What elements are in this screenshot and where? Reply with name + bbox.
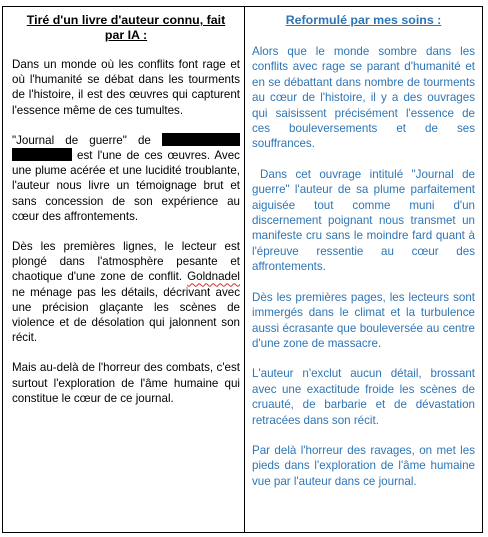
left-paragraph-1: Dans un monde où les conflits font rage et où l'humanité se débat dans les tourments de l'histoire, il est des œuvres qui capturent l'essence même de ces tumultes.: [12, 58, 240, 117]
spellcheck-flagged-name: Goldnadel: [187, 270, 240, 284]
left-header-line1: Tiré d'un livre d'auteur connu, fait: [26, 13, 226, 27]
left-p3-start: Dès les premières lignes, le lecteur est plongé dans l'atmosphère pesante et chaotique d'une zone de conflit.: [12, 240, 240, 284]
redacted-author-name-part1: [162, 133, 240, 146]
right-paragraph-1: Alors que le monde sombre dans les conflits avec rage se parant d'humanité et en se débattant dans nombre de tourments au cœur de l'histoire, il y a des ouvrages qui saisissent précisément l'essence de ces bouleversements et de ses souffrances.: [252, 45, 475, 151]
right-paragraph-3: Dès les premières pages, les lecteurs sont immergés dans le climat et la turbulence aussi écrasante que bouleversée au centre d'une zone de massacre.: [252, 290, 475, 350]
left-paragraph-3: [12, 239, 240, 345]
comparison-table: [2, 6, 483, 533]
left-paragraph-4: Mais au-delà de l'horreur des combats, c'est surtout l'exploration de l'âme humaine qui constitue le cœur de ce journal.: [12, 361, 240, 405]
left-column-header: [12, 13, 240, 43]
left-p2-start: "Journal de guerre" de: [12, 133, 151, 147]
redacted-author-name-part2: [12, 148, 72, 161]
right-paragraph-2: Dans cet ouvrage intitulé "Journal de guerre" l'auteur de sa plume parfaitement aiguisée tout comme muni d'un discernement poignant nous transmet un manifeste cru sans le moindre fard quant à l'épreuve ressentie au cœur des affrontements.: [252, 167, 475, 274]
right-paragraph-5: Par delà l'horreur des ravages, on met les pieds dans l'exploration de l'âme humaine vue par l'auteur dans ce journal.: [252, 443, 475, 488]
left-column-ai-text: [3, 7, 245, 532]
left-p2-rest: est l'une de ces œuvres. Avec une plume acérée et une lucidité troublante, l'auteur nous livre un témoignage brut et sans concession de son expérience au cœur des affrontements.: [12, 149, 240, 223]
left-p3-end: ne ménage pas les détails, décrivant avec une précision glaçante les scènes de violence et de désolation qui jalonnent son récit.: [12, 285, 240, 345]
right-paragraph-4: L'auteur n'exclut aucun détail, brossant avec une exactitude froide les scènes de cruauté, de barbarie et de dévastation retracées dans son récit.: [252, 367, 475, 427]
right-column-header: Reformulé par mes soins :: [285, 13, 442, 27]
right-column-rewritten-text: [245, 7, 482, 532]
left-header-line2: par IA :: [104, 28, 148, 42]
left-paragraph-2: [12, 133, 240, 224]
